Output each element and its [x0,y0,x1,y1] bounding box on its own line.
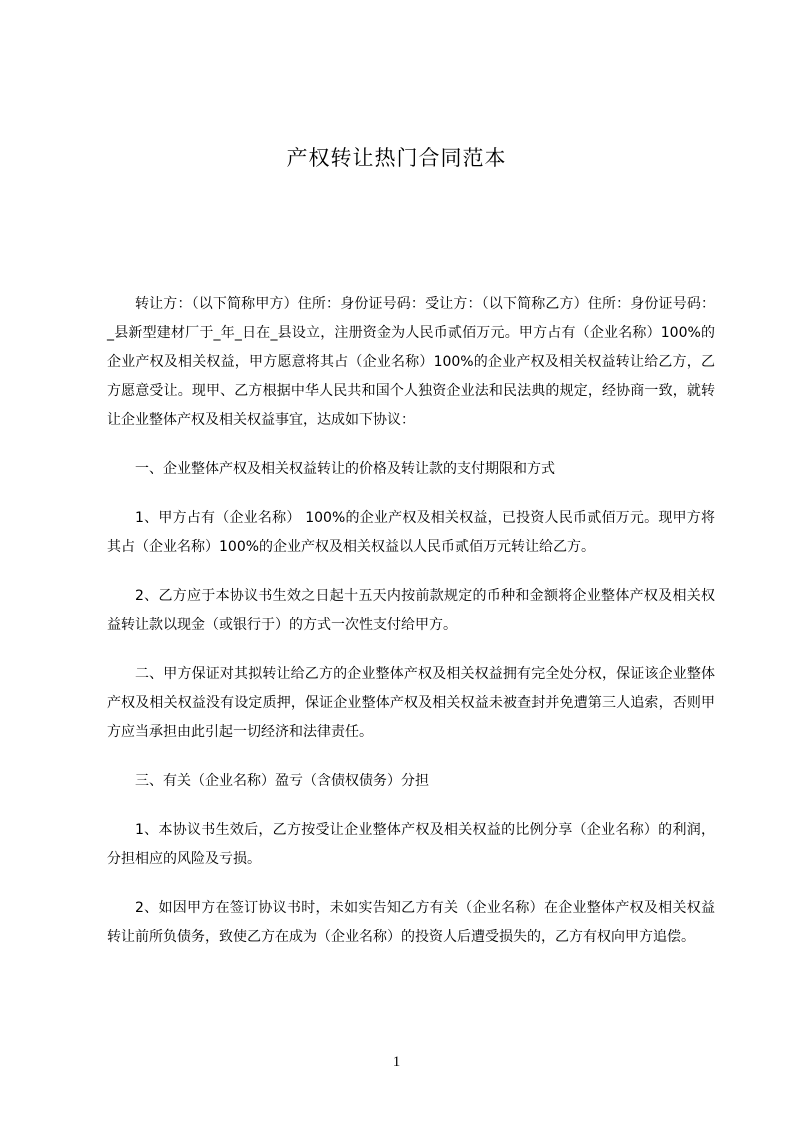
section-1-clause-1: 1、甲方占有（企业名称） 100%的企业产权及相关权益，已投资人民币贰佰万元。现甲方将其占（企业名称）100%的企业产权及相关权益以人民币贰佰万元转让给乙方。 [107,510,715,555]
section-2-paragraph: 二、甲方保证对其拟转让给乙方的企业整体产权及相关权益拥有完全处分权，保证该企业整体产权及相关权益没有设定质押，保证企业整体产权及相关权益未被查封并免遭第三人追索，否则甲方应当承担由此引起一切经济和法律责任。 [107,666,715,740]
section-3-clause-1: 1、本协议书生效后，乙方按受让企业整体产权及相关权益的比例分享（企业名称）的利润，分担相应的风险及亏损。 [107,822,715,867]
section-1-clause-2: 2、乙方应于本协议书生效之日起十五天内按前款规定的币种和金额将企业整体产权及相关权益转让款以现金（或银行于）的方式一次性支付给甲方。 [107,588,715,633]
intro-paragraph: 转让方：（以下简称甲方）住所：身份证号码：受让方：（以下简称乙方）住所：身份证号码：_县新型建材厂于_年_日在_县设立，注册资金为人民币贰佰万元。甲方占有（企业名称）100%的企业产权及相关权益，甲方愿意将其占（企业名称）100%的企业产权及相关权益转让给乙方，乙方愿意受让。现甲、乙方根据中华人民共和国个人独资企业法和民法典的规定，经协商一致，就转让企业整体产权及相关权益事宜，达成如下协议： [107,296,715,428]
section-3-clause-2: 2、如因甲方在签订协议书时，未如实告知乙方有关（企业名称）在企业整体产权及相关权益转让前所负债务，致使乙方在成为（企业名称）的投资人后遭受损失的，乙方有权向甲方追偿。 [107,900,715,945]
document-body [107,290,715,952]
section-1-heading: 一、企业整体产权及相关权益转让的价格及转让款的支付期限和方式 [135,461,555,477]
section-3-heading: 三、有关（企业名称）盈亏（含债权债务）分担 [135,773,429,789]
page-number: 1 [392,1054,401,1070]
document-title: 产权转让热门合同范本 [286,146,507,170]
